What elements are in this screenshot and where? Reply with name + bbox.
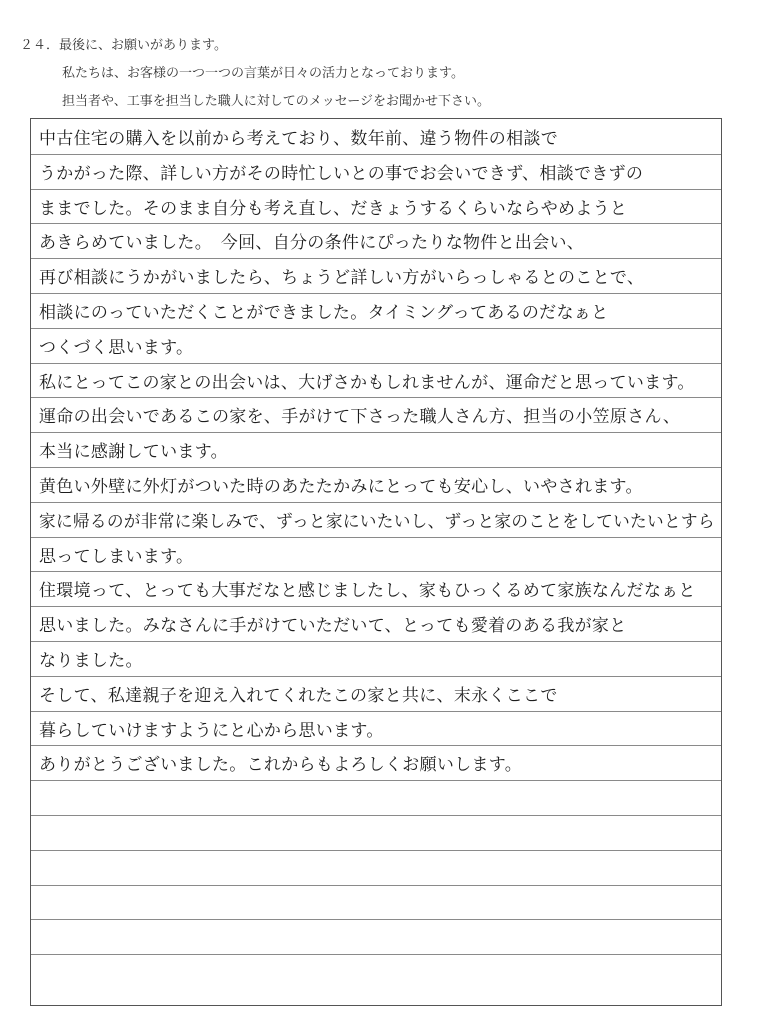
answer-lined-box	[30, 118, 722, 1006]
answer-line: 黄色い外壁に外灯がついた時のあたたかみにとっても安心し、いやされます。	[39, 477, 643, 497]
ruled-line	[31, 467, 721, 468]
answer-line: 運命の出会いであるこの家を、手がけて下さった職人さん方、担当の小笠原さん、	[39, 407, 681, 428]
answer-line: ありがとうございました。これからもよろしくお願いします。	[39, 755, 523, 776]
question-number-line: ２４．最後に、お願いがあります。	[20, 38, 227, 53]
ruled-line	[31, 397, 721, 398]
answer-line: あきらめていました。 今回、自分の条件にぴったりな物件と出会い、	[39, 233, 585, 254]
answer-line: うかがった際、詳しい方がその時忙しいとの事でお会いできず、相談できずの	[39, 163, 644, 184]
ruled-line	[31, 502, 721, 503]
ruled-line	[31, 363, 721, 364]
answer-line: ままでした。そのまま自分も考え直し、だきょうするくらいならやめようと	[39, 198, 628, 219]
ruled-line	[31, 189, 721, 190]
answer-line: 中古住宅の購入を以前から考えており、数年前、違う物件の相談で	[39, 129, 558, 149]
answer-line: 再び相談にうかがいましたら、ちょうど詳しい方がいらっしゃるとのことで、	[39, 268, 645, 289]
answer-line: 本当に感謝しています。	[39, 442, 228, 463]
answer-line: 家に帰るのが非常に楽しみで、ずっと家にいたいし、ずっと家のことをしていたいとすら	[39, 511, 715, 532]
ruled-line	[31, 537, 721, 538]
ruled-line	[31, 258, 721, 259]
question-request-line: 担当者や、工事を担当した職人に対してのメッセージをお聞かせ下さい。	[62, 94, 490, 109]
answer-line: そして、私達親子を迎え入れてくれたこの家と共に、末永くここで	[39, 685, 558, 706]
ruled-line	[31, 571, 721, 572]
answer-line: 暮らしていけますようにと心から思います。	[39, 720, 384, 741]
ruled-line	[31, 223, 721, 224]
answer-line: なりました。	[39, 651, 143, 671]
answer-line: 相談にのっていただくことができました。タイミングってあるのだなぁと	[39, 303, 609, 323]
ruled-line	[31, 641, 721, 642]
question-intro-line: 私たちは、お客様の一つ一つの言葉が日々の活力となっております。	[62, 66, 464, 81]
ruled-line	[31, 328, 721, 329]
ruled-line	[31, 432, 721, 433]
ruled-line	[31, 606, 721, 607]
ruled-line	[31, 154, 721, 155]
ruled-line	[31, 885, 721, 886]
ruled-line	[31, 850, 721, 851]
ruled-line	[31, 745, 721, 746]
ruled-line	[31, 780, 721, 781]
ruled-line	[31, 711, 721, 712]
ruled-line	[31, 293, 721, 294]
answer-line: 住環境って、とっても大事だなと感じましたし、家もひっくるめて家族なんだなぁと	[39, 581, 696, 602]
ruled-line	[31, 815, 721, 816]
answer-line: 私にとってこの家との出会いは、大げさかもしれませんが、運命だと思っています。	[39, 372, 695, 393]
answer-line: 思いました。みなさんに手がけていただいて、とっても愛着のある我が家と	[39, 616, 627, 637]
answer-line: つくづく思います。	[39, 337, 194, 358]
ruled-line	[31, 676, 721, 677]
ruled-line	[31, 919, 721, 920]
ruled-line	[31, 954, 721, 955]
answer-line: 思ってしまいます。	[39, 546, 194, 567]
